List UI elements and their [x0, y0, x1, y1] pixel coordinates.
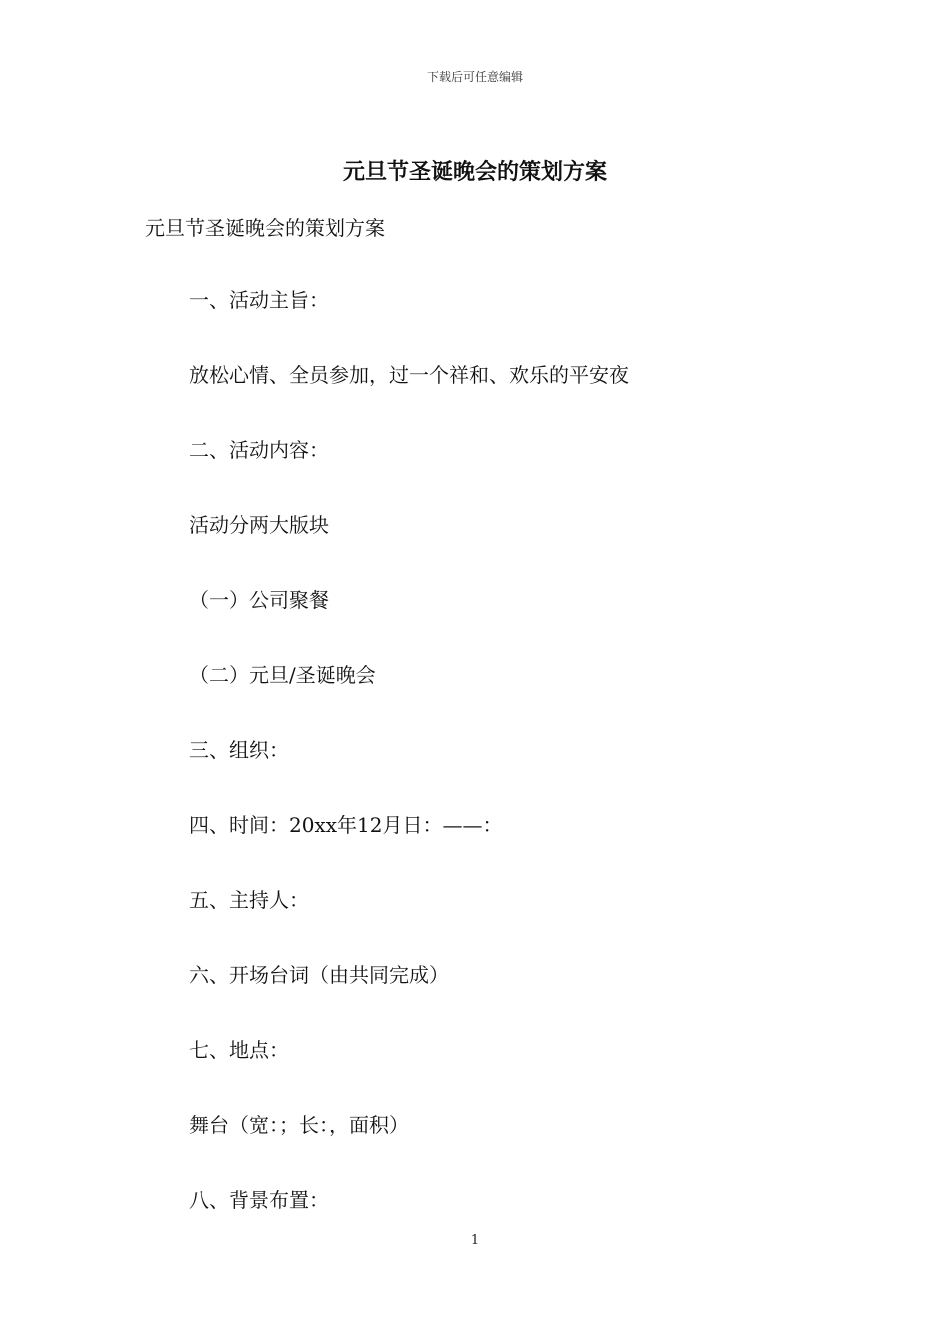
paragraph-purpose-text: 放松心情、全员参加，过一个祥和、欢乐的平安夜: [189, 363, 629, 387]
paragraph-background: 八、背景布置：: [189, 1188, 329, 1212]
paragraph-time: 四、时间：20xx年12月日：——：: [189, 813, 503, 837]
header-note: 下载后可任意编辑: [426, 70, 523, 84]
paragraph-item-dinner: （一）公司聚餐: [189, 588, 329, 612]
document-subtitle: 元旦节圣诞晚会的策划方案: [145, 216, 385, 240]
paragraph-content-heading: 二、活动内容：: [189, 438, 329, 462]
page-number: 1: [470, 1233, 480, 1248]
paragraph-host: 五、主持人：: [189, 888, 309, 912]
document-title: 元旦节圣诞晚会的策划方案: [342, 159, 607, 185]
paragraph-location: 七、地点：: [189, 1038, 289, 1062]
paragraph-stage: 舞台（宽：；长：，面积）: [189, 1113, 409, 1137]
paragraph-content-text: 活动分两大版块: [189, 513, 329, 537]
paragraph-opening-lines: 六、开场台词（由共同完成）: [189, 963, 449, 987]
document-body: [189, 286, 829, 1261]
paragraph-organization: 三、组织：: [189, 738, 289, 762]
paragraph-purpose-heading: 一、活动主旨：: [189, 288, 329, 312]
paragraph-item-party: （二）元旦/圣诞晚会: [189, 663, 376, 687]
